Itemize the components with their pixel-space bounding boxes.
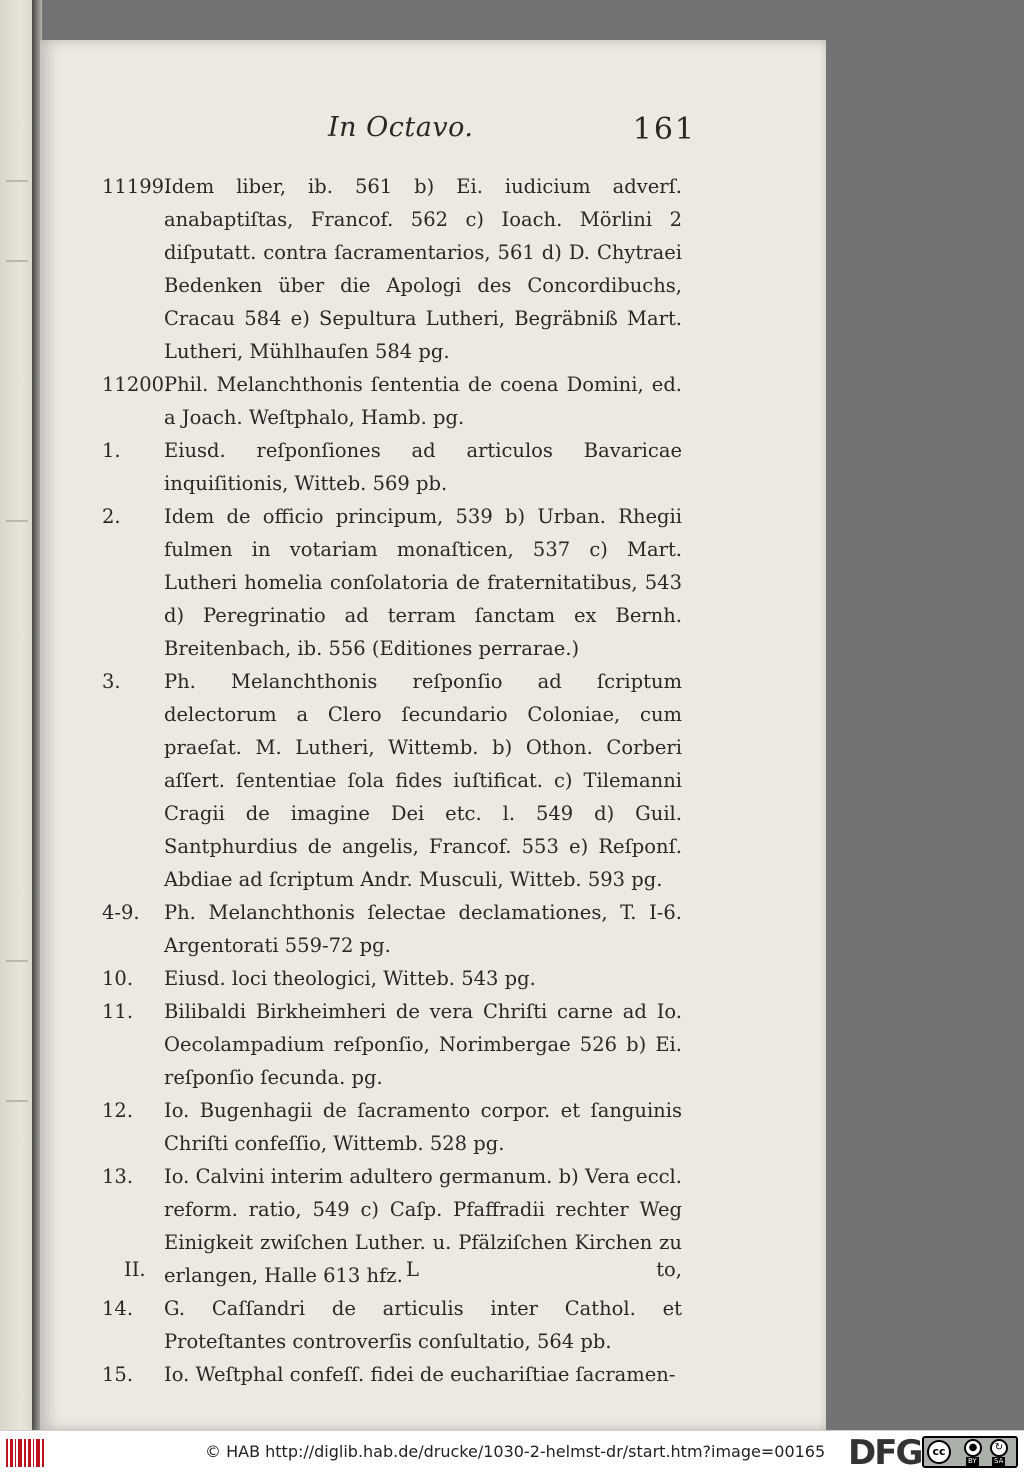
running-head — [40, 112, 826, 152]
viewer-footer-bar — [0, 1430, 1024, 1474]
page-number: 161 — [632, 112, 696, 147]
bleed-mark — [6, 1100, 28, 1102]
entry-text: Eiusd. reſponſiones ad articulos Bavaricae inquiſitionis, Witteb. 569 pb. — [164, 439, 682, 495]
entry-text: Bilibaldi Birkheimheri de vera Chriſti carne ad Io. Oecolampadium reſponſio, Norimbergae 526 b) Ei. reſponſio ſecunda. pg. — [164, 1000, 682, 1089]
attribution-icon: ● — [964, 1439, 982, 1457]
bleed-mark — [6, 260, 28, 262]
catchword: to, — [656, 1258, 682, 1281]
entry-text: Idem de officio principum, 539 b) Urban. Rhegii fulmen in votariam monaſticen, 537 c) Mart. Lutheri homelia conſolatoria de fraternitatibus, 543 d) Peregrinatio ad terram ſanctam ex Bernh. Breitenbach, ib. 556 (Editiones perrarae.) — [164, 505, 682, 660]
sa-label: SA — [994, 1457, 1004, 1465]
entry-text: Io. Weſtphal confeſſ. fidei de euchariſtiae ſacramen- — [164, 1363, 676, 1386]
entry-text: Ph. Melanchthonis ſelectae declamationes, T. I-6. Argentorati 559-72 pg. — [164, 901, 682, 957]
entry-number: 1. — [102, 439, 121, 462]
running-title: In Octavo. — [328, 112, 474, 143]
book-page — [40, 40, 826, 1430]
catalogue-entry — [102, 665, 682, 896]
cc-icon: cc — [927, 1440, 951, 1464]
signature-mark: II. — [124, 1258, 146, 1281]
entry-number: 14. — [102, 1297, 134, 1320]
entry-text: Ph. Melanchthonis reſponſio ad ſcriptum delectorum a Clero ſecundario Coloniae, cum praeſat. M. Lutheri, Wittemb. b) Othon. Corberi aſſert. ſententiae ſola fides iuſtificat. c) Tilemanni Cragii de imagine Dei etc. l. 549 d) Guil. Santphurdius de angelis, Francof. 553 e) Reſponſ. Abdiae ad ſcriptum Andr. Musculi, Witteb. 593 pg. — [164, 670, 682, 891]
dfg-logo[interactable]: DFG — [848, 1433, 922, 1473]
catalogue-entry — [102, 434, 682, 500]
entry-text: Idem liber, ib. 561 b) Ei. iudicium adverſ. anabaptiſtas, Francof. 562 c) Ioach. Mörlini 2 diſputatt. contra ſacramentarios, 561 d) D. Chytraei Bedenken über die Apologi des Concordibuchs, Cracau 584 e) Sepultura Lutheri, Begräbniß Mart. Lutheri, Mühlhauſen 584 pg. — [164, 175, 682, 363]
entry-number: 2. — [102, 505, 121, 528]
bleed-mark — [6, 520, 28, 522]
bleed-mark — [6, 960, 28, 962]
gathering-mark: L — [406, 1258, 419, 1281]
catalogue-entry — [102, 1094, 682, 1160]
entry-text: Eiusd. loci theologici, Witteb. 543 pg. — [164, 967, 536, 990]
hab-barcode-icon[interactable] — [6, 1439, 44, 1467]
copyright-link[interactable]: © HAB http://diglib.hab.de/drucke/1030-2-helmst-dr/start.htm?image=00165 — [205, 1442, 826, 1461]
entry-number: 11. — [102, 1000, 134, 1023]
cc-license-badge[interactable] — [922, 1436, 1018, 1468]
catalogue-entry — [102, 368, 682, 434]
entry-number: 11200. — [102, 373, 171, 396]
catalogue-entry — [102, 962, 682, 995]
entry-number: 4-9. — [102, 901, 140, 924]
entry-text: Io. Bugenhagii de ſacramento corpor. et ſanguinis Chriſti confeſſio, Wittemb. 528 pg. — [164, 1099, 682, 1155]
entry-number: 12. — [102, 1099, 134, 1122]
catalogue-entry — [102, 1358, 682, 1391]
entry-number: 15. — [102, 1363, 134, 1386]
entry-number: 10. — [102, 967, 134, 990]
entry-text: Io. Calvini interim adultero germanum. b) Vera eccl. reform. ratio, 549 c) Caſp. Pfaffradii rechter Weg Einigkeit zwiſchen Luther. u. Pfälziſchen Kirchen zu erlangen, Halle 613 hfz. — [164, 1165, 682, 1287]
entry-number: 3. — [102, 670, 121, 693]
catalogue-entry — [102, 896, 682, 962]
page-foot — [102, 1258, 682, 1292]
catalogue-entry — [102, 1292, 682, 1358]
share-alike-icon: ↻ — [990, 1439, 1008, 1457]
catalogue-entry — [102, 170, 682, 368]
catalogue-entry — [102, 500, 682, 665]
entry-text: G. Caſſandri de articulis inter Cathol. et Proteſtantes controverſis conſultatio, 564 pb. — [164, 1297, 682, 1353]
entry-number: 13. — [102, 1165, 134, 1188]
entry-text: Phil. Melanchthonis ſententia de coena Domini, ed. a Joach. Weſtphalo, Hamb. pg. — [164, 373, 682, 429]
catalogue-entries — [102, 170, 682, 1391]
catalogue-entry — [102, 995, 682, 1094]
by-label: BY — [968, 1457, 977, 1465]
entry-number: 11199. — [102, 175, 171, 198]
bleed-mark — [6, 180, 28, 182]
